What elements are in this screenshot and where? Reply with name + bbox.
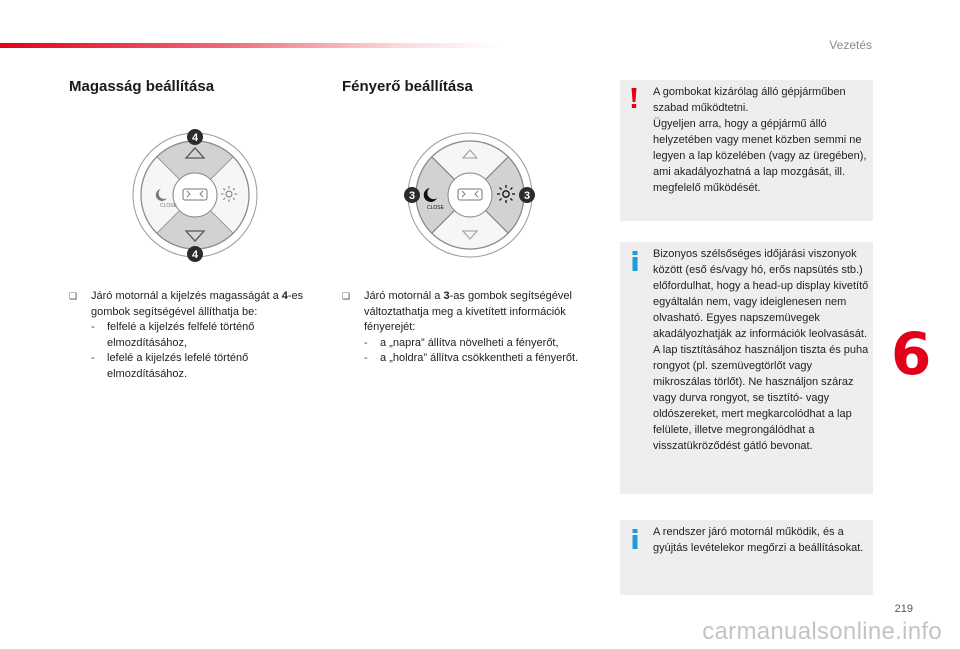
- checkbox-bullet-icon: ❑: [342, 291, 351, 301]
- list-item: - a „holdra” állítva csökkentheti a fényerőt.: [364, 352, 579, 364]
- height-instructions: [69, 289, 324, 382]
- list-item: - a „napra” állítva növelheti a fényerőt,: [364, 336, 559, 349]
- svg-text:4: 4: [191, 249, 199, 261]
- info-note-display: [620, 242, 873, 494]
- note-line: Bizonyos szélsőséges időjárási viszonyok között (eső és/vagy hó, erős napsütés stb.) előfordulhat, hogy a head-up display kivetítő egyáltalán nem, vagy ideiglenesen nem olvasható. Egyes napszemüvegek akadályozhatják az információk leolvasását. A lap tisztításához használjon tiszta és puha rongyot (pl. szemüvegtörlőt vagy mikroszálas törlőt). Ne használjon száraz vagy durva rongyot, se tisztító- vagy oldószereket, mert megkarcolódhat a lap felülete, illetve megrongálódhat a visszatükröződést gátló bevonat.: [653, 248, 869, 452]
- info-note-display-text: [653, 246, 871, 454]
- note-line: A gombokat kizárólag álló gépjárműben szabad működtetni. Ügyeljen arra, hogy a gépjármű álló helyzetében vagy menet közben semmi ne legyen a lap közelében (vagy az üregében), ami akadályozhatná a lap mozgását, ill. megfelelő működését.: [653, 86, 867, 194]
- info-icon: [629, 251, 641, 271]
- list-item: - felfelé a kijelzés felfelé történő elmozdításához,: [91, 321, 255, 349]
- chapter-number: 6: [891, 320, 932, 388]
- center-button: [173, 173, 217, 217]
- header-accent-bar: [0, 43, 500, 48]
- height-section-title: Magasság beállítása: [69, 78, 215, 95]
- brightness-intro: ❑ Járó motornál a 3-as gombok segítségével változtathatja meg a kivetített információk fényerejét:: [342, 290, 572, 333]
- checkbox-bullet-icon: ❑: [69, 291, 78, 301]
- svg-text:3: 3: [408, 190, 416, 202]
- height-intro: ❑ Járó motornál a kijelzés magasságát a 4-es gombok segítségével állíthatja be:: [69, 290, 304, 318]
- watermark: carmanualsonline.info: [702, 618, 942, 645]
- warning-note: [620, 80, 873, 221]
- info-icon: [629, 529, 641, 549]
- brightness-section-title: Fényerő beállítása: [342, 78, 473, 95]
- svg-text:3: 3: [523, 190, 531, 202]
- info-note-system: [620, 520, 873, 595]
- brightness-dial-illustration: [403, 128, 538, 263]
- height-dial-illustration: [128, 128, 263, 263]
- list-item: - lefelé a kijelzés lefelé történő elmozdításához.: [91, 352, 249, 380]
- info-note-system-text: [653, 524, 871, 556]
- brightness-instructions: [342, 289, 604, 367]
- close-label: CLOSE: [427, 205, 444, 211]
- page-number: 219: [894, 603, 913, 615]
- section-title: Vezetés: [829, 38, 872, 52]
- center-button: [448, 173, 492, 217]
- exclamation-icon: [628, 87, 640, 109]
- svg-text:4: 4: [191, 132, 199, 144]
- close-label: CLOSE: [160, 203, 177, 209]
- warning-note-text: [653, 84, 871, 196]
- note-line: A rendszer járó motornál működik, és a gyújtás levételekor megőrzi a beállításokat.: [653, 526, 864, 554]
